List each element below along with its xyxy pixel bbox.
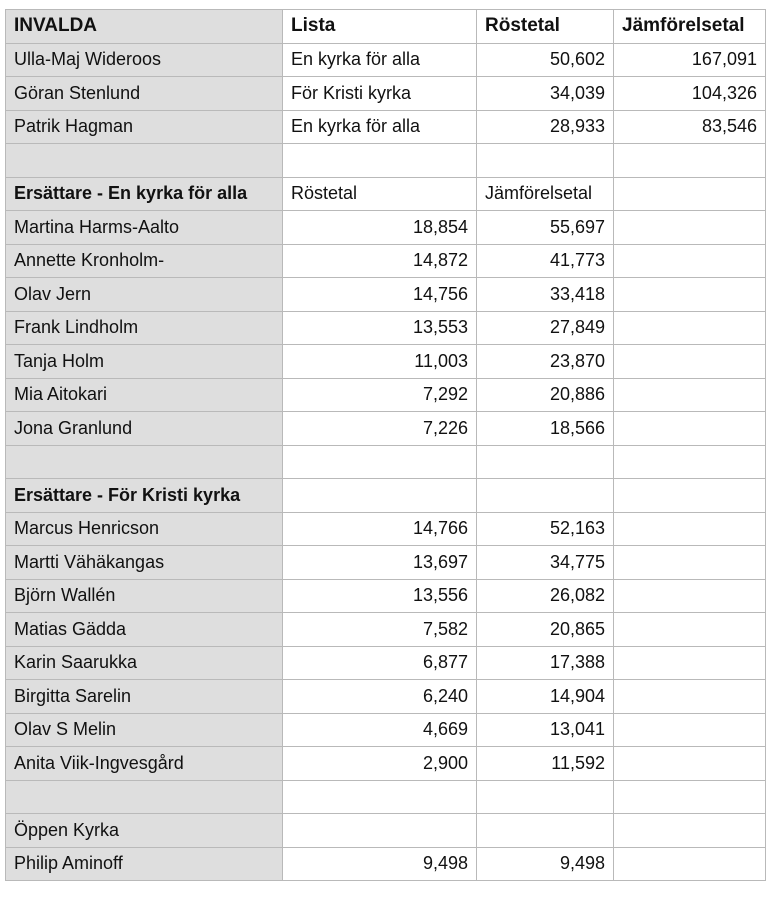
table-row	[6, 546, 766, 580]
empty-row	[6, 144, 766, 178]
table-cell[interactable]: 6,877	[283, 646, 477, 680]
table-cell[interactable]	[614, 177, 766, 211]
table-cell[interactable]: 2,900	[283, 747, 477, 781]
table-cell[interactable]: Röstetal	[283, 177, 477, 211]
table-cell[interactable]	[283, 479, 477, 513]
empty-row	[6, 445, 766, 479]
table-cell[interactable]: Göran Stenlund	[6, 77, 283, 111]
table-cell[interactable]	[283, 814, 477, 848]
table-cell[interactable]: Jona Granlund	[6, 412, 283, 446]
table-cell[interactable]: 13,556	[283, 579, 477, 613]
table-row	[6, 43, 766, 77]
table-row	[6, 211, 766, 245]
table-cell[interactable]	[614, 311, 766, 345]
table-row	[6, 110, 766, 144]
table-cell[interactable]	[614, 546, 766, 580]
table-cell[interactable]: 6,240	[283, 680, 477, 714]
table-row	[6, 579, 766, 613]
table-row	[6, 713, 766, 747]
table-cell[interactable]	[614, 680, 766, 714]
table-cell[interactable]: Ersättare - För Kristi kyrka	[6, 479, 283, 513]
table-cell[interactable]	[614, 479, 766, 513]
table-cell[interactable]: Lista	[283, 10, 477, 44]
table-cell[interactable]: Marcus Henricson	[6, 512, 283, 546]
table-cell[interactable]: Ulla-Maj Wideroos	[6, 43, 283, 77]
table-cell[interactable]: 11,592	[477, 747, 614, 781]
section-row	[6, 479, 766, 513]
table-cell[interactable]: 83,546	[614, 110, 766, 144]
table-cell[interactable]: 34,039	[477, 77, 614, 111]
table-cell[interactable]: En kyrka för alla	[283, 110, 477, 144]
table-cell[interactable]: Martina Harms-Aalto	[6, 211, 283, 245]
table-cell[interactable]	[614, 747, 766, 781]
table-cell[interactable]: Olav S Melin	[6, 713, 283, 747]
table-body	[6, 10, 766, 881]
table-cell[interactable]: En kyrka för alla	[283, 43, 477, 77]
table-cell[interactable]	[283, 780, 477, 814]
table-cell[interactable]: Martti Vähäkangas	[6, 546, 283, 580]
table-cell[interactable]: 34,775	[477, 546, 614, 580]
table-row	[6, 646, 766, 680]
table-cell[interactable]: Öppen Kyrka	[6, 814, 283, 848]
table-row	[6, 747, 766, 781]
table-row	[6, 345, 766, 379]
table-cell[interactable]: 20,886	[477, 378, 614, 412]
table-cell[interactable]: 7,292	[283, 378, 477, 412]
table-cell[interactable]: Jämförelsetal	[477, 177, 614, 211]
table-cell[interactable]	[614, 646, 766, 680]
table-cell[interactable]	[614, 579, 766, 613]
table-cell[interactable]: 13,041	[477, 713, 614, 747]
table-cell[interactable]	[477, 479, 614, 513]
table-row	[6, 244, 766, 278]
table-row	[6, 77, 766, 111]
table-row	[6, 378, 766, 412]
table-cell[interactable]: 33,418	[477, 278, 614, 312]
table-row	[6, 311, 766, 345]
table-cell[interactable]: 7,226	[283, 412, 477, 446]
table-cell[interactable]	[614, 512, 766, 546]
table-cell[interactable]: 41,773	[477, 244, 614, 278]
table-cell[interactable]: 26,082	[477, 579, 614, 613]
table-row	[6, 613, 766, 647]
table-row	[6, 847, 766, 881]
table-row	[6, 512, 766, 546]
table-cell[interactable]: Birgitta Sarelin	[6, 680, 283, 714]
table-cell[interactable]: Philip Aminoff	[6, 847, 283, 881]
table-cell[interactable]: Björn Wallén	[6, 579, 283, 613]
spreadsheet	[5, 9, 765, 906]
table-cell[interactable]: 14,766	[283, 512, 477, 546]
table-cell[interactable]: Anita Viik-Ingvesgård	[6, 747, 283, 781]
table-cell[interactable]: Mia Aitokari	[6, 378, 283, 412]
table-cell[interactable]: Tanja Holm	[6, 345, 283, 379]
table-cell[interactable]: 14,756	[283, 278, 477, 312]
table-cell[interactable]: Karin Saarukka	[6, 646, 283, 680]
table-cell[interactable]	[614, 211, 766, 245]
table-cell[interactable]: 27,849	[477, 311, 614, 345]
table-cell[interactable]: 20,865	[477, 613, 614, 647]
table-cell[interactable]: 18,566	[477, 412, 614, 446]
table-cell[interactable]	[283, 144, 477, 178]
table-cell[interactable]	[477, 144, 614, 178]
table-cell[interactable]	[614, 244, 766, 278]
table-cell[interactable]: 4,669	[283, 713, 477, 747]
table-cell[interactable]	[614, 345, 766, 379]
table-cell[interactable]: 50,602	[477, 43, 614, 77]
table-cell[interactable]: 13,697	[283, 546, 477, 580]
table-cell[interactable]: 13,553	[283, 311, 477, 345]
table-cell[interactable]: Olav Jern	[6, 278, 283, 312]
table-cell[interactable]: 14,872	[283, 244, 477, 278]
table-cell[interactable]	[614, 378, 766, 412]
table-cell[interactable]: 23,870	[477, 345, 614, 379]
table-cell[interactable]: För Kristi kyrka	[283, 77, 477, 111]
table-cell[interactable]: 167,091	[614, 43, 766, 77]
table-cell[interactable]	[614, 412, 766, 446]
election-results-table	[5, 9, 766, 881]
table-cell[interactable]: 18,854	[283, 211, 477, 245]
table-cell[interactable]	[614, 613, 766, 647]
table-cell[interactable]: 11,003	[283, 345, 477, 379]
header-row	[6, 10, 766, 44]
table-cell[interactable]	[6, 780, 283, 814]
table-cell[interactable]	[614, 814, 766, 848]
table-cell[interactable]	[477, 780, 614, 814]
table-cell[interactable]	[614, 445, 766, 479]
table-row	[6, 278, 766, 312]
table-cell[interactable]: 7,582	[283, 613, 477, 647]
table-cell[interactable]: 14,904	[477, 680, 614, 714]
table-cell[interactable]: Jämförelsetal	[614, 10, 766, 44]
table-cell[interactable]	[614, 144, 766, 178]
table-cell[interactable]: 52,163	[477, 512, 614, 546]
table-cell[interactable]	[614, 713, 766, 747]
table-cell[interactable]	[614, 278, 766, 312]
table-cell[interactable]	[614, 780, 766, 814]
table-cell[interactable]: 55,697	[477, 211, 614, 245]
table-cell[interactable]	[283, 445, 477, 479]
table-cell[interactable]: Frank Lindholm	[6, 311, 283, 345]
table-cell[interactable]	[6, 144, 283, 178]
table-cell[interactable]: Ersättare - En kyrka för alla	[6, 177, 283, 211]
table-cell[interactable]: Matias Gädda	[6, 613, 283, 647]
table-row	[6, 412, 766, 446]
table-row	[6, 680, 766, 714]
table-cell[interactable]: 104,326	[614, 77, 766, 111]
section-row	[6, 814, 766, 848]
empty-row	[6, 780, 766, 814]
table-cell[interactable]: Röstetal	[477, 10, 614, 44]
table-cell[interactable]: 28,933	[477, 110, 614, 144]
table-cell[interactable]: 17,388	[477, 646, 614, 680]
table-cell[interactable]: 9,498	[283, 847, 477, 881]
section-row	[6, 177, 766, 211]
table-cell[interactable]: Annette Kronholm-	[6, 244, 283, 278]
table-cell[interactable]: Patrik Hagman	[6, 110, 283, 144]
table-cell[interactable]: INVALDA	[6, 10, 283, 44]
table-cell[interactable]	[477, 445, 614, 479]
table-cell[interactable]	[477, 814, 614, 848]
table-cell[interactable]	[6, 445, 283, 479]
table-cell[interactable]	[614, 847, 766, 881]
table-cell[interactable]: 9,498	[477, 847, 614, 881]
